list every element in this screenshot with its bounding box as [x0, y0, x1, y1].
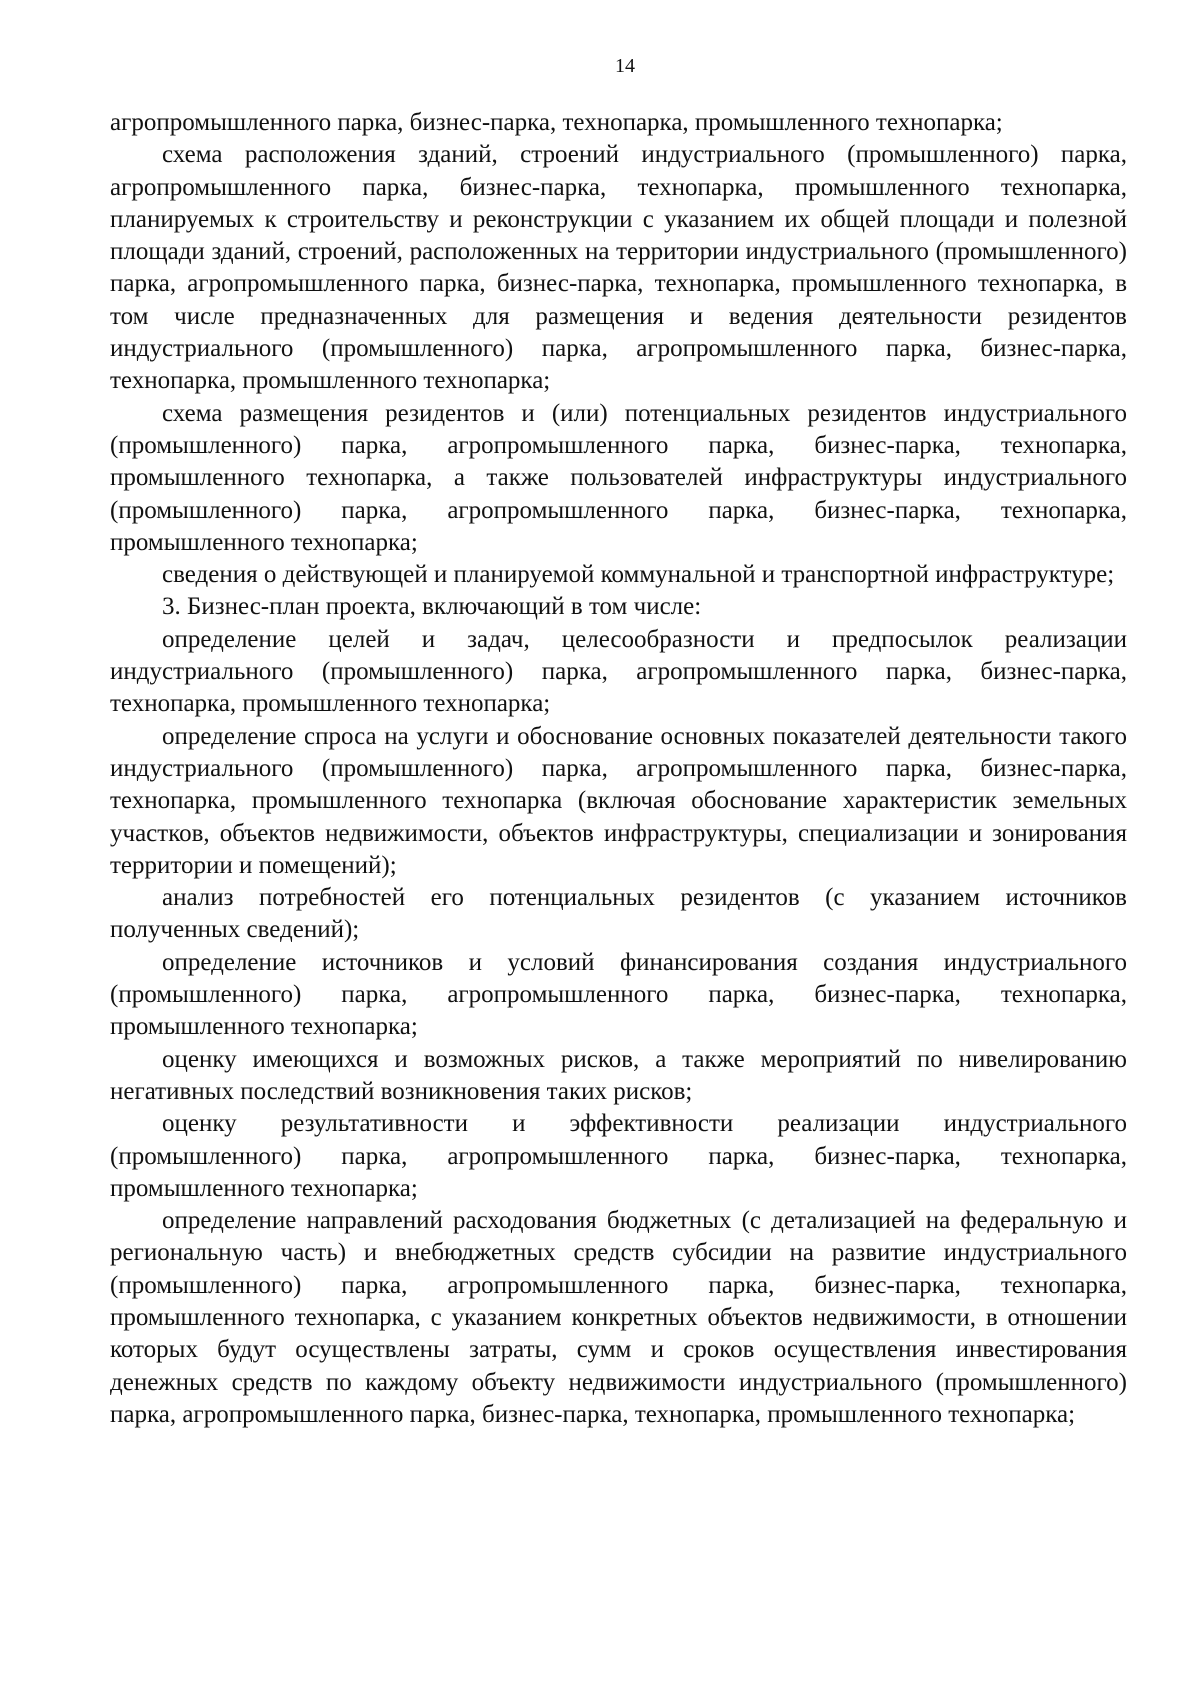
- paragraph-7: определение спроса на услуги и обоснование основных показателей деятельности такого индустриального (промышленного) парка, агропромышленного парка, бизнес-парка, технопарка, промышленного технопарка (включая обоснование характеристик земельных участков, объектов недвижимости, объектов инфраструктуры, специализации и зонирования территории и помещений);: [110, 722, 1127, 879]
- paragraph-9: определение источников и условий финансирования создания индустриального (промышленного) парка, агропромышленного парка, бизнес-парка, технопарка, промышленного технопарка;: [110, 948, 1127, 1041]
- paragraph-6: определение целей и задач, целесообразности и предпосылок реализации индустриального (промышленного) парка, агропромышленного парка, бизнес-парка, технопарка, промышленного технопарка;: [110, 625, 1127, 718]
- paragraph-1: агропромышленного парка, бизнес-парка, технопарка, промышленного технопарка;: [110, 109, 1003, 136]
- document-body: [110, 107, 1127, 1431]
- paragraph-3: схема размещения резидентов и (или) потенциальных резидентов индустриального (промышленного) парка, агропромышленного парка, бизнес-парка, технопарка, промышленного технопарка, а также пользователей инфраструктуры индустриального (промышленного) парка, агропромышленного парка, бизнес-парка, технопарка, промышленного технопарка;: [110, 399, 1127, 556]
- paragraph-4: сведения о действующей и планируемой коммунальной и транспортной инфраструктуре;: [162, 561, 1115, 589]
- paragraph-2: схема расположения зданий, строений индустриального (промышленного) парка, агропромышленного парка, бизнес-парка, технопарка, промышленного технопарка, планируемых к строительству и реконструкции с указанием их общей площади и полезной площади зданий, строений, расположенных на территории индустриального (промышленного) парка, агропромышленного парка, бизнес-парка, технопарка, промышленного технопарка, в том числе предназначенных для размещения и ведения деятельности резидентов индустриального (промышленного) парка, агропромышленного парка, бизнес-парка, технопарка, промышленного технопарка;: [110, 141, 1127, 395]
- page-number: 14: [615, 55, 635, 77]
- paragraph-5: 3. Бизнес-план проекта, включающий в том числе:: [162, 593, 702, 621]
- paragraph-11: оценку результативности и эффективности реализации индустриального (промышленного) парка, агропромышленного парка, бизнес-парка, технопарка, промышленного технопарка;: [110, 1110, 1127, 1202]
- paragraph-10: оценку имеющихся и возможных рисков, а также мероприятий по нивелированию негативных последствий возникновения таких рисков;: [110, 1045, 1127, 1105]
- paragraph-12: определение направлений расходования бюджетных (с детализацией на федеральную и региональную часть) и внебюджетных средств субсидии на развитие индустриального (промышленного) парка, агропромышленного парка, бизнес-парка, технопарка, промышленного технопарка, с указанием конкретных объектов недвижимости, в отношении которых будут осуществлены затраты, сумм и сроков осуществления инвестирования денежных средств по каждому объекту недвижимости индустриального (промышленного) парка, агропромышленного парка, бизнес-парка, технопарка, промышленного технопарка;: [110, 1207, 1127, 1428]
- paragraph-8: анализ потребностей его потенциальных резидентов (с указанием источников полученных сведений);: [110, 884, 1127, 944]
